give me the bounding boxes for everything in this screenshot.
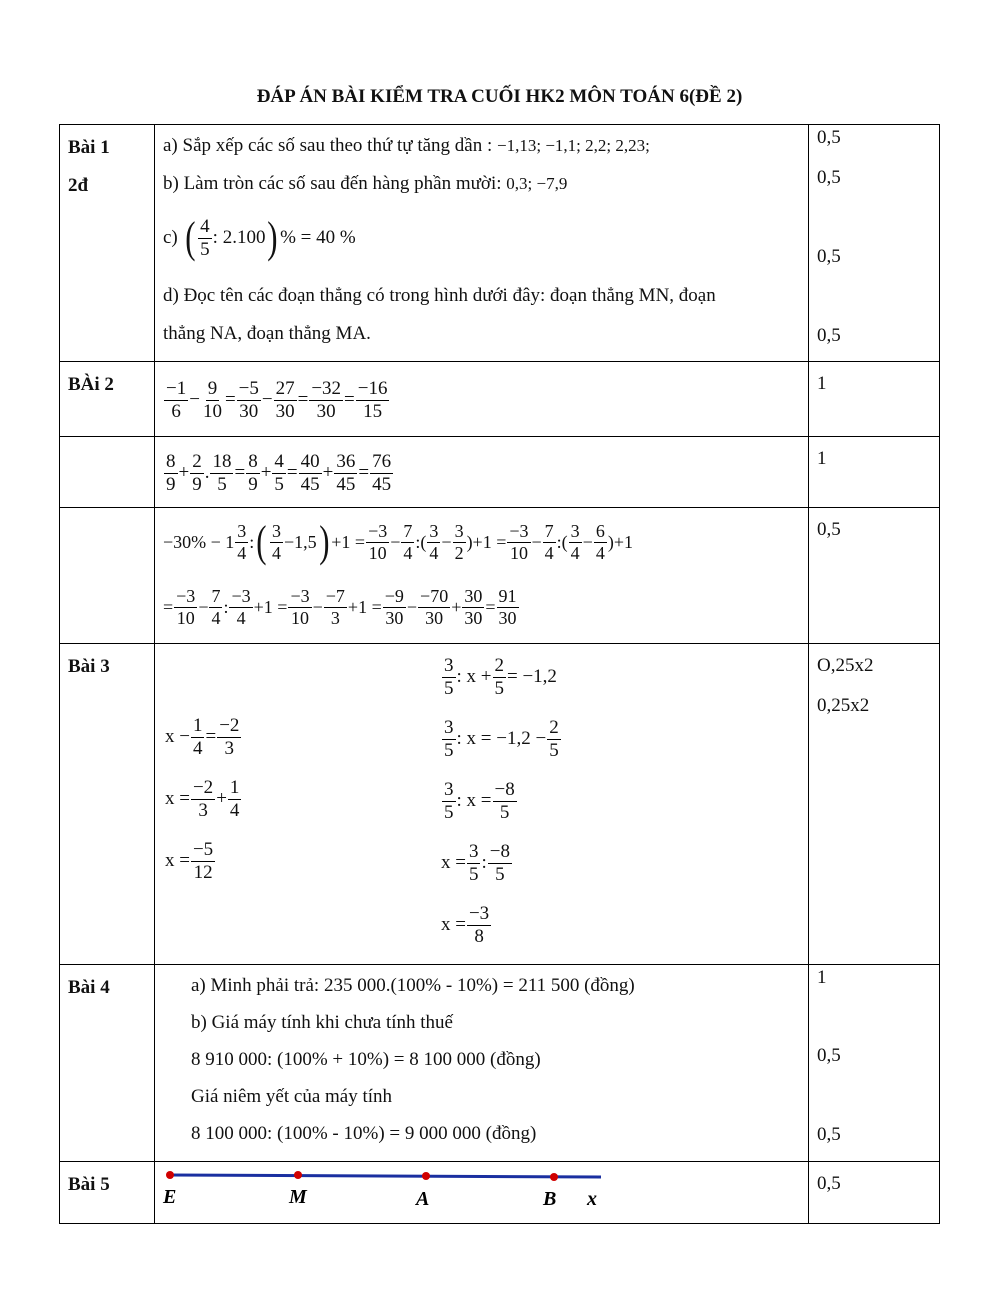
bai2-eq-a: $\frac{-1}{6}$ − $\frac{9}{10}$ = $\frac{-5}{30}$ − $\frac{27}{30}$ = $\frac{-32}{30}$ = $\frac{-16}{15}$	[166, 377, 388, 422]
row-bai2c	[60, 508, 940, 644]
bai1-score-d: 0,5	[817, 325, 841, 346]
bai1-b: b) Làm tròn các số sau đến hàng phần mười: 0,3; −7,9	[163, 173, 568, 194]
bai4-l3: 8 910 000: (100% + 10%) = 8 100 000 (đồng)	[191, 1049, 541, 1070]
bai4-l5: 8 100 000: (100% - 10%) = 9 000 000 (đồng)	[191, 1123, 537, 1144]
bai1-a: a) Sắp xếp các số sau theo thứ tự tăng dần : −1,13; −1,1; 2,2; 2,23;	[163, 135, 650, 156]
row-bai5	[60, 1162, 940, 1224]
bai5-score: 0,5	[817, 1173, 841, 1194]
bai3-score-2: 0,25x2	[817, 695, 870, 716]
label-x: x	[587, 1188, 597, 1210]
bai1-d1: d) Đọc tên các đoạn thẳng có trong hình dưới đây: đoạn thẳng MN, đoạn	[163, 285, 716, 306]
bai2-eq-b: $\frac{8}{9}$ + $\frac{2}{9}$ . $\frac{18}{5}$ = $\frac{8}{9}$ + $\frac{4}{5}$ = $\frac{40}{45}$ + $\frac{36}{45}$ = $\frac{76}{45}$	[166, 450, 392, 495]
answer-table	[59, 124, 940, 1224]
bai5-label: Bài 5	[68, 1174, 110, 1195]
bai1-points: 2đ	[68, 175, 89, 196]
bai1-score-c: 0,5	[817, 246, 841, 267]
point-m	[294, 1171, 302, 1179]
bai4-score-2: 0,5	[817, 1045, 841, 1066]
label-e: E	[163, 1186, 177, 1208]
bai2-label: BÀi 2	[68, 374, 114, 395]
bai2-eq-c: −30% − 1 $\frac{3}{4}$ : ( $\frac{3}{4}$ −1,5 ) +1 = $\frac{-3}{10}$ − $\frac{7}{4}$ :( $\frac{3}{4}$ − $\frac{3}{2}$ )+1 = $\frac{-3}{10}$ − $\frac{7}{4}$ :( $\frac{3}{4}$ − $\frac{6}{4}$ )+1 = $\frac{-3}{10}$ − $\frac{7}{4}$ : $\frac{-3}{4}$ +1 = $\frac{-3}{10}$ − $\frac{-7}{3}$ +1 = $\frac{-9}{30}$ − $\frac{-70}{30}$ + $\frac{30}{30}$ = $\frac{91}{30}$	[163, 517, 633, 628]
bai1-score-b: 0,5	[817, 167, 841, 188]
bai1-label: Bài 1	[68, 137, 110, 158]
bai4-content	[155, 965, 808, 1152]
bai4-a: a) Minh phải trả: 235 000.(100% - 10%) = 211 500 (đồng)	[191, 975, 635, 996]
bai3-right: $\frac{3}{5}$ : x + $\frac{2}{5}$ = −1,2 $\frac{3}{5}$ : x = −1,2 − $\frac{2}{5}$ $\frac{3}{5}$ : x = $\frac{-8}{5}$ x = $\frac{3}{5}$ : $\frac{-8}{5}$ x = $\frac{-3}{8}$	[441, 654, 559, 947]
row-bai2a	[60, 362, 940, 437]
bai1-score-a: 0,5	[817, 127, 841, 148]
label-b: B	[543, 1188, 557, 1210]
bai4-l4: Giá niêm yết của máy tính	[191, 1086, 393, 1107]
ray-figure	[161, 1162, 621, 1220]
bai3-left: x − $\frac{1}{4}$ = $\frac{-2}{3}$ x = $\frac{-2}{3}$ + $\frac{1}{4}$ x = $\frac{-5}{12}$	[165, 714, 240, 883]
bai2-score-c: 0,5	[817, 519, 841, 540]
bai4-score-1: 1	[817, 967, 827, 988]
fraction: $\frac{4}{5}$	[200, 215, 210, 260]
row-bai1	[60, 125, 940, 362]
bai4-label: Bài 4	[68, 977, 110, 998]
bai1-d2: thẳng NA, đoạn thẳng MA.	[163, 323, 371, 344]
bai3-label: Bài 3	[68, 656, 110, 677]
page-title: ĐÁP ÁN BÀI KIỂM TRA CUỐI HK2 MÔN TOÁN 6(ĐỀ 2)	[256, 86, 743, 107]
bai2-score-b: 1	[817, 448, 827, 469]
row-bai4	[60, 965, 940, 1162]
point-a	[422, 1172, 430, 1180]
bai4-score-3: 0,5	[817, 1124, 841, 1145]
ray-ex-line	[170, 1175, 601, 1177]
point-e	[166, 1171, 174, 1179]
row-bai3	[60, 644, 940, 965]
point-b	[550, 1173, 558, 1181]
bai1-content	[155, 125, 808, 353]
label-m: M	[289, 1186, 307, 1208]
row-bai2b	[60, 437, 940, 508]
label-a: A	[416, 1188, 430, 1210]
bai3-score-1: O,25x2	[817, 655, 874, 676]
bai4-b: b) Giá máy tính khi chưa tính thuế	[191, 1012, 453, 1033]
bai1-c: c) ( $\frac{4}{5}$ : 2.100 ) % = 40 %	[163, 213, 356, 262]
bai2-score-a: 1	[817, 373, 827, 394]
